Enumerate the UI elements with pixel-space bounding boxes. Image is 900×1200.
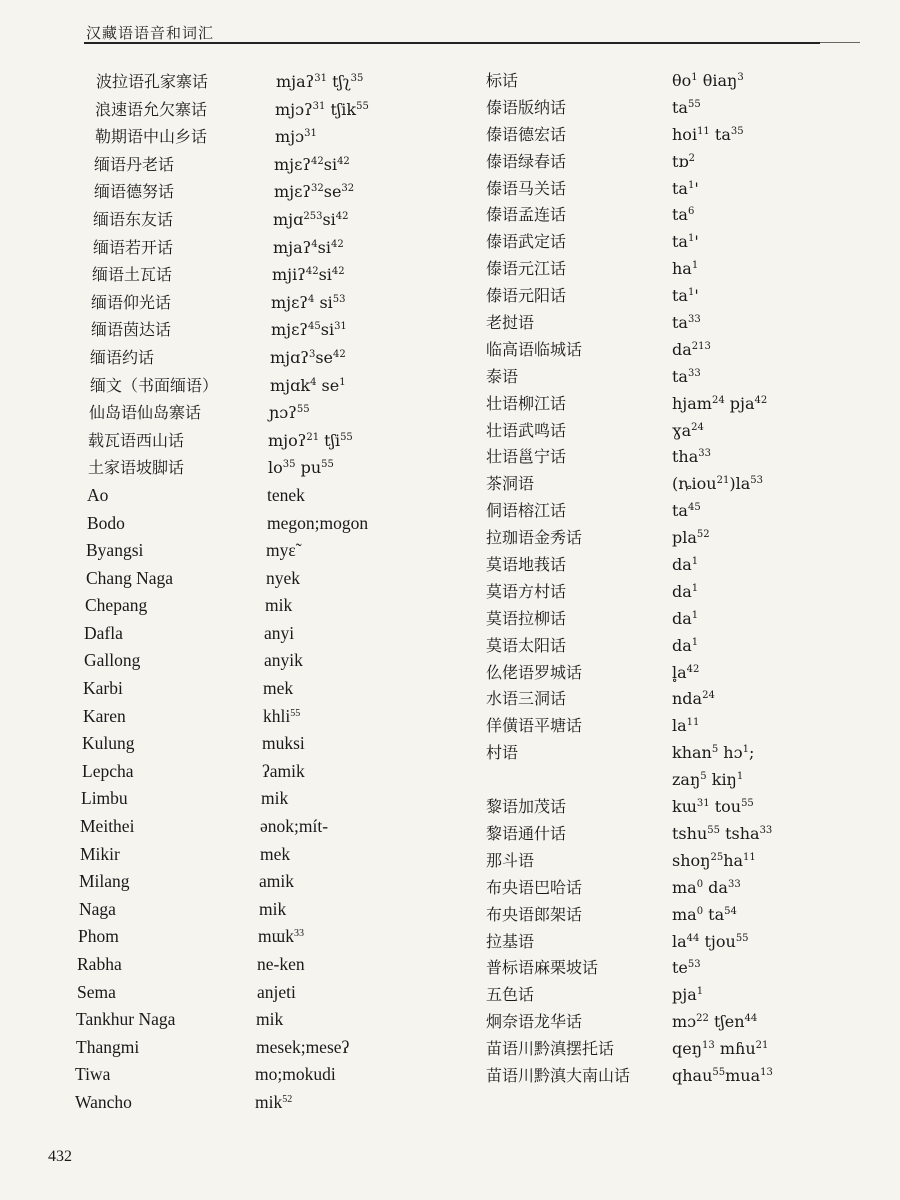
word-form: $mjɛʔ^{42}si^{42}$: [274, 154, 350, 174]
language-name: 傣语绿春话: [486, 151, 567, 171]
entry-row: [0, 686, 900, 713]
language-name: 缅语土瓦话: [92, 265, 173, 285]
entry-row: [0, 310, 900, 337]
entry-row: [0, 95, 900, 122]
language-name: 莫语拉柳话: [486, 608, 567, 628]
word-form: ɲɔʔ$^{55}$: [269, 403, 310, 423]
language-name: Tankhur Naga: [76, 1009, 176, 1030]
word-form: $mjaʔ^4si^{42}$: [273, 237, 344, 257]
word-form: $te^{53}$: [672, 958, 701, 978]
word-form: mo;mokudi: [255, 1064, 336, 1085]
word-form: ne-ken: [257, 954, 305, 974]
word-form: $da^1$: [672, 608, 699, 628]
word-form: $l̥a^{42}$: [672, 662, 700, 682]
word-form: nyek: [266, 567, 301, 588]
word-form: $mjiʔ^{42}si^{42}$: [272, 265, 345, 285]
language-name: 傣语武定话: [486, 232, 567, 252]
language-name: 傣语德宏话: [486, 124, 567, 144]
language-name: 缅语丹老话: [94, 154, 175, 174]
language-name: Chepang: [85, 595, 148, 616]
word-form: $shoŋ^{25}ha^{11}$: [672, 850, 756, 870]
language-name: Karen: [83, 705, 126, 726]
word-form: anyik: [264, 650, 303, 671]
word-form: khli$^{55}$: [263, 705, 301, 726]
entry-row: [0, 821, 900, 848]
entry-row: [0, 1063, 900, 1090]
word-form: mɯk$^{33}$: [258, 926, 304, 947]
language-name: 缅文（书面缅语）: [90, 375, 219, 395]
word-form: $ta^6$: [672, 205, 695, 225]
entry-row: [0, 68, 900, 95]
language-name: 傣语孟连话: [486, 205, 567, 225]
language-name: 布央语郎架话: [486, 904, 583, 924]
language-name: Thangmi: [76, 1036, 140, 1057]
word-form: anyi: [264, 622, 295, 643]
word-form: $\theta o^1$ θiaŋ$^3$: [672, 71, 744, 90]
word-form: $mjɑʔ^3se^{42}$: [270, 347, 346, 367]
entry-row: [0, 875, 900, 902]
language-name: 布央语巴哈话: [486, 877, 583, 897]
language-name: 傣语版纳话: [486, 97, 567, 117]
language-name: Ao: [87, 484, 109, 505]
language-name: 缅语东友话: [93, 209, 174, 229]
entry-row: [0, 122, 900, 149]
right-column: [0, 68, 900, 1090]
word-form: $mjɛʔ^{45}si^{31}$: [271, 320, 347, 340]
entry-row: [0, 740, 900, 767]
entry-row: [0, 579, 900, 606]
language-name: 侗语榕江话: [486, 501, 567, 521]
word-form: mjɔ$^{31}$: [275, 127, 317, 147]
language-name: 黎语加茂话: [486, 797, 567, 817]
language-name: 五色话: [486, 985, 535, 1005]
language-name: 缅语仰光话: [91, 292, 172, 312]
word-form: mjɛʔ$^4$ $si^{53}$: [271, 292, 346, 312]
language-name: 傣语元江话: [486, 259, 567, 279]
word-form: mik: [259, 898, 287, 919]
entry-row: [0, 660, 900, 687]
entry-row: [0, 955, 900, 982]
entry-row: [0, 149, 900, 176]
word-form: $da^1$: [672, 581, 699, 601]
word-form: tha$^{33}$: [672, 447, 712, 467]
language-name: 普标语麻栗坡话: [486, 958, 599, 978]
entry-row: [0, 256, 900, 283]
language-name: 水语三洞话: [486, 689, 567, 709]
word-form: mek: [260, 843, 291, 864]
language-name: Tiwa: [75, 1064, 111, 1085]
language-name: Wancho: [75, 1091, 132, 1112]
entry-row: [0, 337, 900, 364]
language-name: 茶洞语: [486, 474, 535, 494]
word-form: khan$^5$ hɔ$^1$;: [672, 743, 755, 763]
entry-row: [0, 1009, 900, 1036]
language-name: 傣语元阳话: [486, 286, 567, 306]
language-name: Byangsi: [86, 540, 144, 561]
word-form: mesek;meseʔ: [256, 1036, 350, 1057]
word-form: mjaʔ$^{31}$ tʃʅ$^{35}$: [276, 72, 364, 91]
entry-row: [0, 1036, 900, 1063]
entry-row: [0, 229, 900, 256]
language-name: 傣语马关话: [486, 178, 567, 198]
word-form: mik: [265, 595, 293, 616]
word-form: zaŋ$^5$ kiŋ$^1$: [672, 770, 744, 790]
language-name: 壮语邕宁话: [486, 447, 567, 467]
word-form: $ta^{33}$: [672, 313, 701, 333]
entry-row: [0, 848, 900, 875]
language-name: Kulung: [82, 733, 135, 754]
entry-row: [0, 176, 900, 203]
word-form: mik: [261, 788, 289, 809]
entry-row: [0, 498, 900, 525]
entry-row: [0, 391, 900, 418]
word-form: $ta^{55}$: [672, 97, 701, 117]
word-form: tɒ$^2$: [672, 151, 696, 171]
word-form: pla$^{52}$: [672, 528, 710, 548]
word-form: $mjɑ^{253}si^{42}$: [273, 209, 349, 229]
language-name: 苗语川黔滇大南山话: [486, 1065, 631, 1085]
word-form: $la^{44}$ tjou$^{55}$: [672, 931, 749, 951]
language-name: 壮语柳江话: [486, 393, 567, 413]
word-form: $ma^0$ $ta^{54}$: [672, 904, 737, 924]
language-name: 勒期语中山乡话: [95, 127, 208, 147]
word-form: ʔamik: [262, 760, 305, 781]
language-name: Milang: [79, 871, 130, 892]
word-form: megon;mogon: [267, 512, 369, 533]
language-name: 村语: [486, 743, 519, 763]
entry-row: [0, 794, 900, 821]
word-form: $ma^0$ $da^{33}$: [672, 877, 741, 897]
word-form: $da^1$: [672, 635, 699, 655]
language-name: 缅语约话: [90, 347, 155, 367]
word-form: $ta^1'$: [672, 286, 699, 306]
header-rule: [84, 42, 820, 44]
word-form: ənok;mít-: [260, 816, 329, 837]
entry-row: [0, 552, 900, 579]
word-form: amik: [259, 871, 294, 892]
language-name: Phom: [78, 926, 119, 947]
word-form: kɯ$^{31}$ tou$^{55}$: [672, 797, 754, 817]
word-form: $da^{213}$: [672, 339, 711, 359]
language-name: 标话: [486, 71, 519, 90]
language-name: 壮语武鸣话: [486, 420, 567, 440]
word-form: $(ȵiou^{21})la^{53}$: [672, 474, 763, 494]
entry-row: [0, 525, 900, 552]
word-form: $la^{11}$: [672, 716, 700, 736]
entry-row: [0, 283, 900, 310]
language-name: Lepcha: [82, 760, 134, 781]
word-form: qhau$^{55}$mua$^{13}$: [672, 1065, 773, 1085]
entry-row: [0, 633, 900, 660]
word-form: mɔ$^{22}$ tʃen$^{44}$: [672, 1012, 758, 1032]
word-form: $ta^{33}$: [672, 366, 701, 386]
word-form: pja$^1$: [672, 985, 704, 1005]
word-form: mjɑk$^4$ $se^1$: [270, 375, 346, 395]
language-name: Sema: [77, 981, 116, 1002]
language-name: 波拉语孔家寨话: [96, 72, 209, 91]
language-name: 苗语川黔滇摆托话: [486, 1039, 615, 1059]
word-form: myɛ̃: [266, 540, 296, 561]
language-name: Dafla: [84, 622, 123, 643]
language-name: Bodo: [87, 512, 125, 533]
language-name: 缅语德努话: [94, 182, 175, 202]
word-form: mjɔʔ$^{31}$ tʃik$^{55}$: [275, 99, 369, 119]
word-form: qeŋ$^{13}$ mɦu$^{21}$: [672, 1039, 769, 1059]
language-name: 炯奈语龙华话: [486, 1012, 583, 1032]
language-name: 拉珈语金秀话: [486, 528, 583, 548]
language-name: 佯僙语平塘话: [486, 716, 583, 736]
language-name: 缅语若开话: [93, 237, 174, 257]
language-name: 拉基语: [486, 931, 535, 951]
entry-row: [0, 929, 900, 956]
entry-row: [0, 1089, 450, 1117]
word-form: mik: [256, 1009, 284, 1030]
language-name: 临高语临城话: [486, 339, 583, 359]
language-name: Karbi: [83, 678, 123, 699]
language-name: 载瓦语西山话: [88, 430, 185, 450]
language-name: 仙岛语仙岛寨话: [89, 403, 202, 423]
language-name: 黎语通什话: [486, 823, 567, 843]
word-form: $ta^1'$: [672, 178, 699, 198]
word-form: $ta^{45}$: [672, 501, 701, 521]
entry-row: [0, 902, 900, 929]
language-name: 土家语坡脚话: [88, 458, 185, 478]
word-form: ɣa$^{24}$: [672, 420, 704, 440]
running-header: 汉藏语语音和词汇: [86, 24, 215, 42]
entry-row: [0, 444, 900, 471]
language-name: 浪速语允欠寨话: [95, 99, 208, 119]
word-form: $da^1$: [672, 555, 699, 575]
language-name: 泰语: [486, 366, 519, 386]
entry-row: [0, 202, 900, 229]
word-form: muksi: [262, 733, 305, 754]
language-name: 那斗语: [486, 850, 535, 870]
language-name: 仫佬语罗城话: [486, 662, 583, 682]
word-form: anjeti: [257, 981, 296, 1002]
word-form: $mjɛʔ^{32}se^{32}$: [274, 182, 355, 202]
word-form: hjam$^{24}$ pja$^{42}$: [672, 393, 768, 413]
word-form: tshu$^{55}$ tsha$^{33}$: [672, 823, 773, 843]
language-name: 缅语茵达话: [91, 320, 172, 340]
entry-row: [0, 982, 900, 1009]
language-name: 莫语太阳话: [486, 635, 567, 655]
word-form: $ta^1'$: [672, 232, 699, 252]
entry-row: [0, 767, 900, 794]
word-form: nda$^{24}$: [672, 689, 715, 709]
language-name: 莫语地莪话: [486, 555, 567, 575]
language-name: 莫语方村话: [486, 581, 567, 601]
word-form: $lo^{35}$ $pu^{55}$: [268, 458, 334, 478]
language-name: Mikir: [80, 843, 120, 864]
word-form: mek: [263, 678, 294, 699]
entry-row: [0, 364, 900, 391]
entry-row: [0, 606, 900, 633]
language-name: Gallong: [84, 650, 141, 671]
word-form: $ha^1$: [672, 259, 699, 279]
language-name: Chang Naga: [86, 567, 173, 588]
language-name: Rabha: [77, 954, 122, 974]
language-name: 老挝语: [486, 313, 535, 333]
word-form: mik$^{52}$: [255, 1091, 293, 1112]
word-form: tenek: [267, 484, 305, 505]
entry-row: [0, 418, 900, 445]
language-name: Naga: [79, 898, 116, 919]
word-form: mjoʔ$^{21}$ tʃi$^{55}$: [268, 430, 353, 450]
language-name: Meithei: [80, 816, 135, 837]
page-number: 432: [48, 1148, 72, 1165]
entry-row: [0, 713, 900, 740]
entry-row: [0, 471, 900, 498]
word-form: hoi$^{11}$ $ta^{35}$: [672, 124, 744, 144]
language-name: Limbu: [81, 788, 128, 809]
